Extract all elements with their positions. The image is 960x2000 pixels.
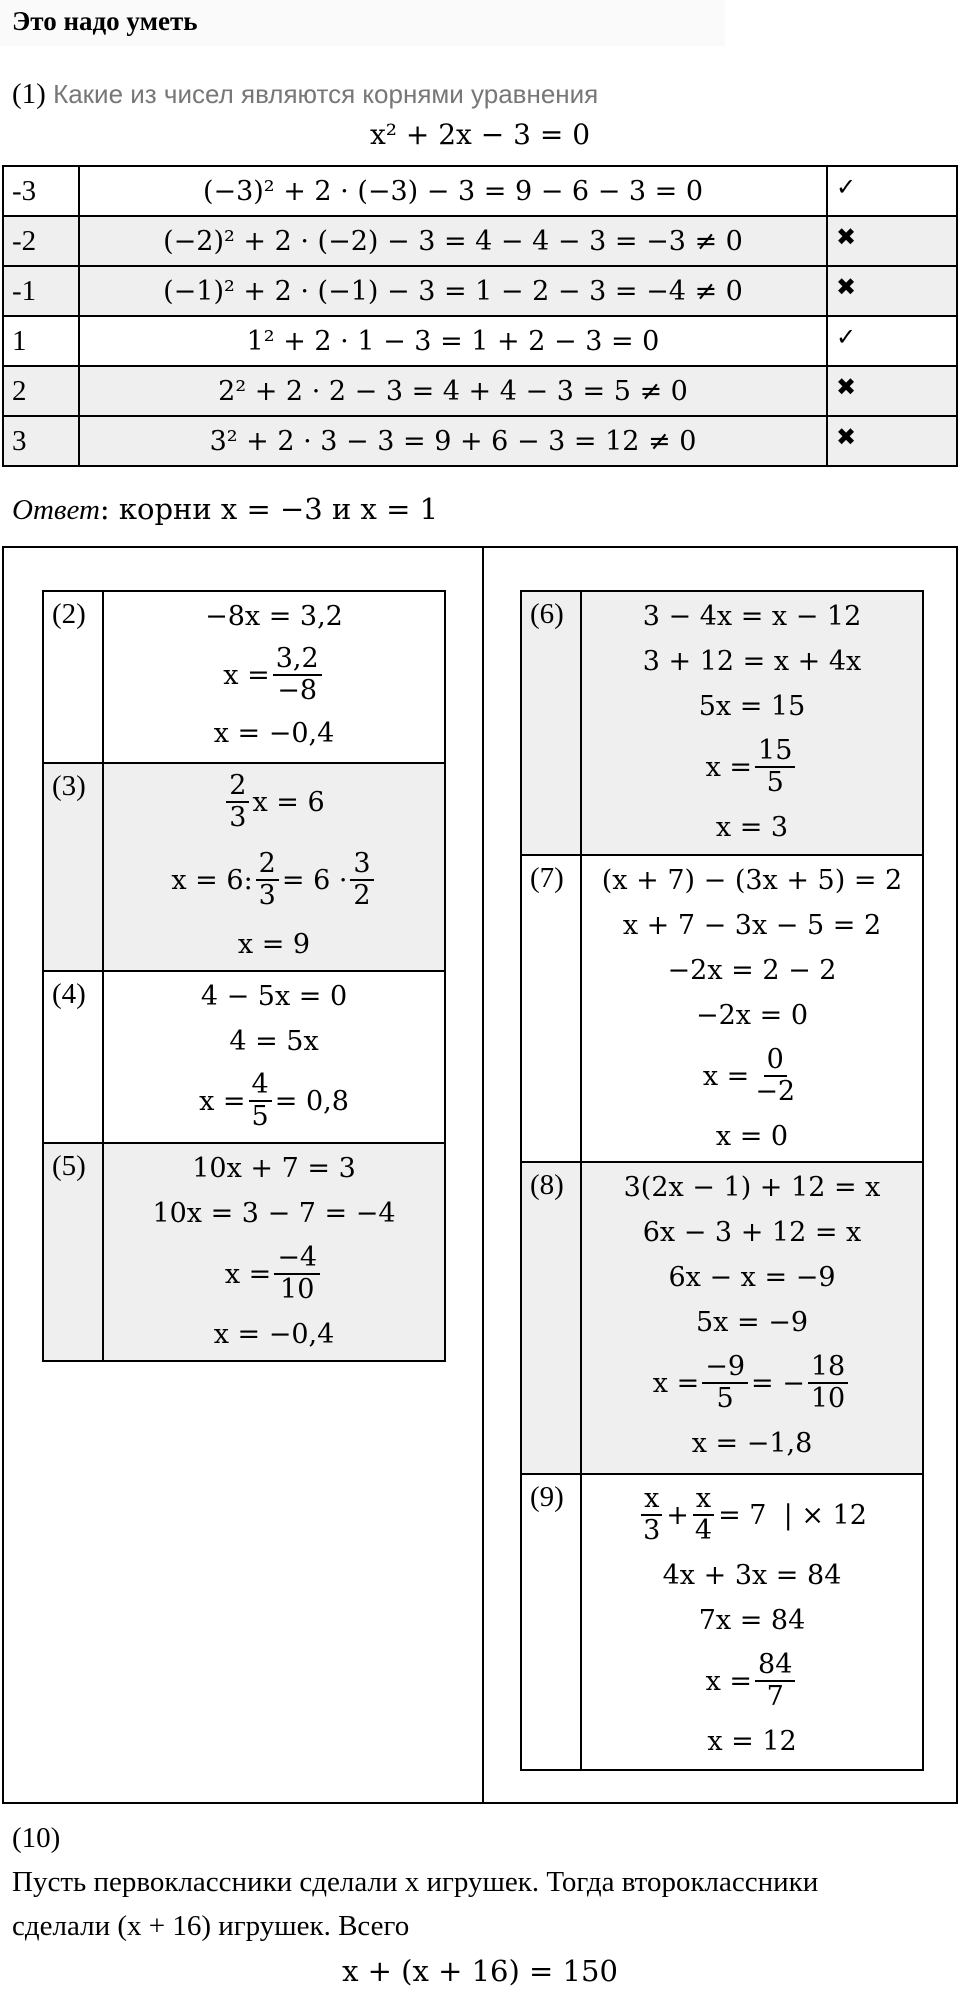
task7-fraction (752, 1045, 798, 1106)
task7-line1: (x + 7) − (3x + 5) = 2 (601, 865, 903, 896)
task8-num2: 18 (808, 1352, 848, 1384)
root-candidate: -3 (3, 166, 79, 216)
task8-line2: 6x − 3 + 12 = x (642, 1217, 862, 1248)
task10-equation: x + (x + 16) = 150 (342, 1954, 618, 1988)
task9-solution (581, 1474, 923, 1770)
task4-num: 4 (249, 1070, 272, 1102)
task7-row (521, 855, 923, 1162)
task3-den3: 2 (353, 880, 371, 911)
roots-row (3, 366, 957, 416)
task3-num2: 2 (256, 849, 279, 881)
task7-line6: x = 0 (715, 1121, 789, 1152)
task8-line5-pre: x = (652, 1367, 700, 1399)
cross-icon: ✖ (827, 416, 957, 466)
task8-line5 (586, 1345, 918, 1421)
root-candidate: 1 (3, 316, 79, 366)
task4-line3 (108, 1064, 440, 1138)
task7-solution (581, 855, 923, 1162)
task8-line4: 5x = −9 (696, 1307, 808, 1338)
task7-den: −2 (755, 1076, 796, 1107)
task9-line4 (586, 1643, 918, 1719)
task6-fraction (755, 736, 795, 797)
task3-row (43, 763, 445, 971)
task3-line3: x = 9 (237, 929, 311, 960)
substitution-expression: (−1)² + 2 · (−1) − 3 = 1 − 2 − 3 = −4 ≠ 0 (79, 266, 827, 316)
task1-number: (1) (12, 78, 46, 110)
task10-line1: Пусть первоклассники сделали x игрушек. Тогда второклассники (12, 1866, 819, 1898)
task5-den: 10 (280, 1274, 315, 1305)
task9-label: (9) (521, 1474, 581, 1770)
task5-line1: 10x + 7 = 3 (192, 1153, 356, 1184)
task8-line6: x = −1,8 (691, 1428, 813, 1459)
task3-line1 (108, 766, 440, 838)
roots-row (3, 216, 957, 266)
substitution-expression: 1² + 2 · 1 − 3 = 1 + 2 − 3 = 0 (79, 316, 827, 366)
task3-solution (103, 763, 445, 971)
task8-den1: 5 (716, 1383, 734, 1414)
task6-line1: 3 − 4x = x − 12 (642, 601, 862, 632)
task1-heading (12, 78, 598, 111)
substitution-expression: (−2)² + 2 · (−2) − 3 = 4 − 4 − 3 = −3 ≠ 0 (79, 216, 827, 266)
task3-line2-mid: = 6 · (281, 864, 348, 896)
task5-fraction (274, 1243, 320, 1304)
solutions-frame (2, 546, 958, 1804)
task3-line1-post: x = 6 (252, 786, 325, 818)
task10-line2: сделали (x + 16) игрушек. Всего (12, 1910, 410, 1942)
task9-line4-pre: x = (705, 1665, 753, 1697)
task5-line4: x = −0,4 (213, 1319, 335, 1350)
task8-fraction2 (808, 1352, 848, 1413)
task8-row (521, 1162, 923, 1474)
task3-num1: 2 (226, 771, 249, 803)
task7-num: 0 (764, 1045, 787, 1077)
task9-plus: + (666, 1499, 689, 1531)
roots-table (2, 165, 958, 467)
root-candidate: 2 (3, 366, 79, 416)
task4-line1: 4 − 5x = 0 (200, 981, 348, 1012)
task3-label: (3) (43, 763, 103, 971)
task5-label: (5) (43, 1143, 103, 1361)
task9-line1-post: = 7 | × 12 (718, 1499, 867, 1531)
task2-label: (2) (43, 591, 103, 763)
task3-line2-pre: x = 6: (171, 864, 253, 896)
task9-fraction1 (640, 1484, 663, 1545)
roots-row (3, 316, 957, 366)
task5-solution (103, 1143, 445, 1361)
task8-line5-mid: = − (751, 1367, 805, 1399)
check-icon: ✓ (827, 166, 957, 216)
task1-equation: x² + 2x − 3 = 0 (369, 118, 591, 151)
task9-den1: 3 (643, 1515, 661, 1546)
column-divider (482, 548, 484, 1802)
task3-line2 (108, 838, 440, 922)
task8-den2: 10 (810, 1383, 846, 1414)
task3-den2: 3 (258, 880, 276, 911)
task5-line3-pre: x = (224, 1258, 272, 1290)
cross-icon: ✖ (827, 216, 957, 266)
task9-num1: x (641, 1484, 662, 1516)
task9-line5: x = 12 (707, 1726, 797, 1757)
task9-row (521, 1474, 923, 1770)
task8-num1: −9 (702, 1352, 748, 1384)
task2-line2 (108, 639, 440, 711)
task2-row (43, 591, 445, 763)
task7-line3: −2x = 2 − 2 (667, 955, 837, 986)
task1-question: Какие из чисел являются корнями уравнения (53, 79, 599, 109)
task6-solution (581, 591, 923, 855)
check-icon: ✓ (827, 316, 957, 366)
task2-solution (103, 591, 445, 763)
task4-solution (103, 971, 445, 1143)
task7-label: (7) (521, 855, 581, 1162)
roots-row (3, 266, 957, 316)
task5-line2: 10x = 3 − 7 = −4 (152, 1198, 396, 1229)
roots-row (3, 416, 957, 466)
task2-line1: −8x = 3,2 (205, 601, 343, 632)
task9-num2: x (693, 1484, 714, 1516)
task2-line2-pre: x = (223, 659, 270, 691)
task6-label: (6) (521, 591, 581, 855)
task9-den3: 7 (766, 1681, 784, 1712)
task10-label: (10) (12, 1822, 61, 1854)
task2-num: 3,2 (273, 644, 322, 676)
task4-row (43, 971, 445, 1143)
task4-label: (4) (43, 971, 103, 1143)
task2-den: −8 (277, 675, 318, 706)
task9-line1 (586, 1477, 918, 1553)
task9-den2: 4 (694, 1515, 713, 1546)
task6-line4-pre: x = (705, 751, 753, 783)
task8-label: (8) (521, 1162, 581, 1474)
answer-text: : корни x = −3 и x = 1 (99, 492, 439, 526)
task3-fraction2 (256, 849, 279, 910)
task8-line3: 6x − x = −9 (668, 1262, 836, 1293)
task3-fraction1 (226, 771, 249, 832)
task4-line3-pre: x = (199, 1085, 246, 1117)
task9-line3: 7x = 84 (698, 1605, 806, 1636)
task5-num: −4 (274, 1243, 320, 1275)
task2-fraction (273, 644, 322, 705)
root-candidate: -1 (3, 266, 79, 316)
task7-line4: −2x = 0 (696, 1000, 808, 1031)
task9-fraction2 (692, 1484, 715, 1545)
task6-line3: 5x = 15 (698, 691, 806, 722)
cross-icon: ✖ (827, 266, 957, 316)
task2-line3: x = −0,4 (213, 718, 335, 749)
task4-line2: 4 = 5x (229, 1026, 319, 1057)
task4-fraction (249, 1070, 272, 1131)
task9-num3: 84 (755, 1650, 795, 1682)
task6-line2: 3 + 12 = x + 4x (642, 646, 862, 677)
task7-line5 (586, 1038, 918, 1114)
root-candidate: 3 (3, 416, 79, 466)
task9-line2: 4x + 3x = 84 (662, 1560, 842, 1591)
substitution-expression: 2² + 2 · 2 − 3 = 4 + 4 − 3 = 5 ≠ 0 (79, 366, 827, 416)
cross-icon: ✖ (827, 366, 957, 416)
section-title: Это надо уметь (0, 0, 725, 46)
task3-fraction3 (350, 849, 373, 910)
task3-num3: 3 (350, 849, 373, 881)
task6-line5: x = 3 (715, 812, 789, 843)
answer-word: Ответ (12, 494, 100, 526)
task8-solution (581, 1162, 923, 1474)
right-solutions-table (520, 590, 924, 1771)
task6-den: 5 (766, 767, 784, 798)
task5-row (43, 1143, 445, 1361)
left-solutions-table (42, 590, 446, 1362)
task6-line4 (586, 729, 918, 805)
task4-line3-post: = 0,8 (274, 1085, 349, 1117)
substitution-expression: 3² + 2 · 3 − 3 = 9 + 6 − 3 = 12 ≠ 0 (79, 416, 827, 466)
roots-row (3, 166, 957, 216)
task8-line1: 3(2x − 1) + 12 = x (623, 1172, 881, 1203)
task5-line3 (108, 1236, 440, 1312)
task9-fraction3 (755, 1650, 795, 1711)
task7-line2: x + 7 − 3x − 5 = 2 (622, 910, 882, 941)
task1-answer (12, 492, 438, 527)
task8-fraction1 (702, 1352, 748, 1413)
task4-den: 5 (251, 1101, 269, 1132)
task3-den1: 3 (229, 802, 247, 833)
root-candidate: -2 (3, 216, 79, 266)
task7-line5-pre: x = (702, 1060, 750, 1092)
substitution-expression: (−3)² + 2 · (−3) − 3 = 9 − 6 − 3 = 0 (79, 166, 827, 216)
task6-num: 15 (755, 736, 795, 768)
task6-row (521, 591, 923, 855)
